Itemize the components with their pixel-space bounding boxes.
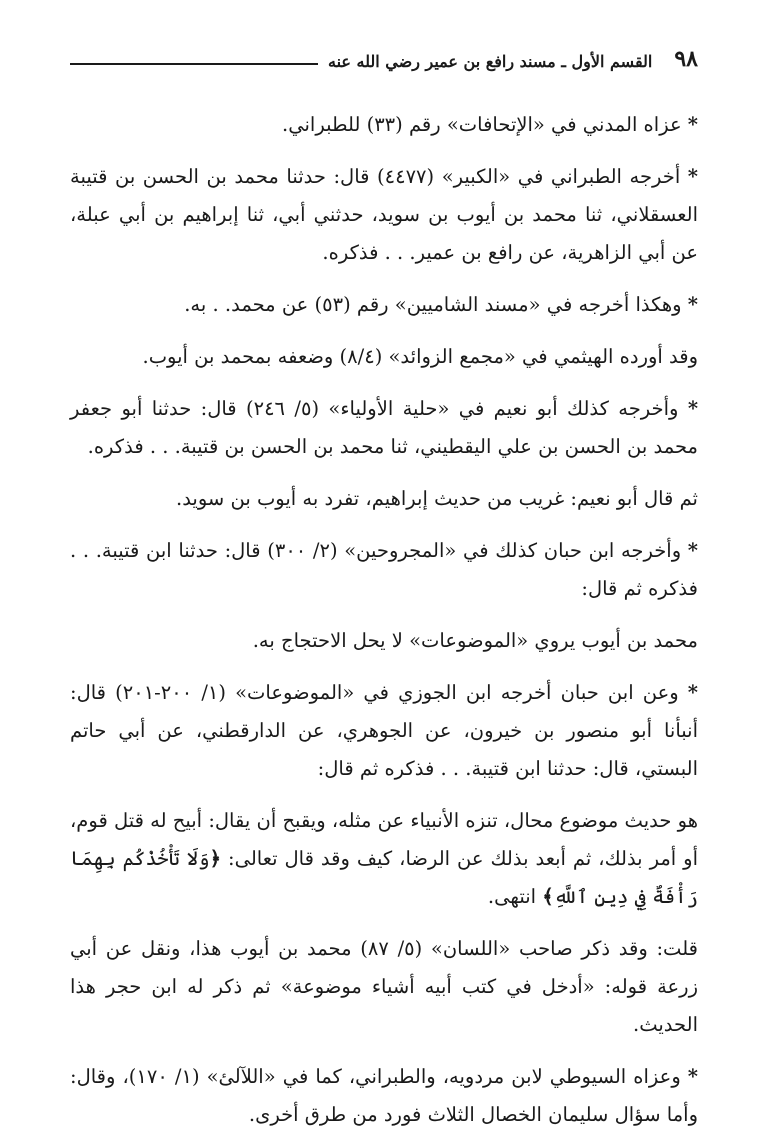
paragraph-2: [70, 158, 698, 272]
star-bullet: *: [687, 397, 699, 420]
paragraph-5: [70, 390, 698, 466]
paragraph-7: [70, 532, 698, 608]
paragraph-text: ثم قال أبو نعيم: غريب من حديث إبراهيم، تفرد به أيوب بن سويد.: [176, 487, 698, 510]
paragraph-8: [70, 622, 698, 660]
page-number: ٩٨: [674, 46, 698, 72]
quote-end: انتهى.: [487, 885, 537, 908]
ayah-close-bracket: ﴾: [542, 885, 554, 908]
page-header: [70, 46, 698, 84]
paragraph-text: وأخرجه كذلك أبو نعيم في «حلية الأولياء» (٥/ ٢٤٦) قال: حدثنا أبو جعفر محمد بن الحسن بن علي اليقطيني، ثنا محمد بن الحسن بن قتيبة. . . فذكره.: [70, 397, 698, 458]
page-body: [70, 106, 698, 1134]
ayah-open-bracket: ﴿: [209, 847, 222, 870]
quoted-passage: [70, 802, 698, 916]
paragraph-3: [70, 286, 698, 324]
paragraph-11: [70, 1058, 698, 1134]
paragraph-text: أخرجه الطبراني في «الكبير» (٤٤٧٧) قال: حدثنا محمد بن الحسن بن قتيبة العسقلاني، ثنا محمد بن أيوب بن سويد، حدثني أبي، ثنا إبراهيم بن أبي عبلة، عن أبي الزاهرية، عن رافع بن عمير. . . فذكره.: [70, 165, 698, 264]
running-head: [70, 52, 652, 72]
star-bullet: *: [687, 1065, 698, 1088]
paragraph-text: عزاه المدني في «الإتحافات» رقم (٣٣) للطبراني.: [282, 113, 682, 136]
star-bullet: *: [687, 165, 698, 188]
paragraph-1: [70, 106, 698, 144]
header-rule: [70, 63, 318, 65]
paragraph-text: وأخرجه ابن حبان كذلك في «المجروحين» (٢/ ٣٠٠) قال: حدثنا ابن قتيبة. . . فذكره ثم قال:: [70, 539, 698, 600]
paragraph-6: [70, 480, 698, 518]
paragraph-9: [70, 674, 698, 788]
running-title: القسم الأول ـ مسند رافع بن عمير رضي الله عنه: [327, 52, 653, 71]
paragraph-text: وقد أورده الهيثمي في «مجمع الزوائد» (٨/٤) وضعفه بمحمد بن أيوب.: [142, 345, 698, 368]
star-bullet: *: [687, 539, 698, 562]
paragraph-4: [70, 338, 698, 376]
paragraph-text: وعزاه السيوطي لابن مردويه، والطبراني، كما في «اللآلئ» (١/ ١٧٠)، وقال: وأما سؤال سليمان الخصال الثلاث فورد من طرق أخرى.: [70, 1065, 698, 1126]
paragraph-text: قلت: وقد ذكر صاحب «اللسان» (٥/ ٨٧) محمد بن أيوب هذا، ونقل عن أبي زرعة قوله: «أدخل في كتب أبيه أشياء موضوعة» ثم ذكر له ابن حجر هذا الحديث.: [70, 937, 698, 1036]
paragraph-10: [70, 930, 698, 1044]
quran-ayah: وَلَا تَأْخُذْكُم بِهِمَا رَأْفَةٌ فِي دِينِ ٱللَّهِ: [70, 847, 698, 908]
star-bullet: *: [687, 293, 698, 316]
star-bullet: *: [687, 113, 698, 136]
paragraph-text: محمد بن أيوب يروي «الموضوعات» لا يحل الاحتجاج به.: [252, 629, 698, 652]
quote-text: هو حديث موضوع محال، تنزه الأنبياء عن مثله، ويقبح أن يقال: أبيح له قتل قوم، أو أمر بذلك، ثم أبعد بذلك عن الرضا، كيف وقد قال تعالى:: [70, 809, 698, 870]
paragraph-text: وهكذا أخرجه في «مسند الشاميين» رقم (٥٣) عن محمد. . به.: [184, 293, 682, 316]
paragraph-text: وعن ابن حبان أخرجه ابن الجوزي في «الموضوعات» (١/ ٢٠٠-٢٠١) قال: أنبأنا أبو منصور بن خيرون، عن الجوهري، عن الدارقطني، عن أبي حاتم البستي، قال: حدثنا ابن قتيبة. . . فذكره ثم قال:: [70, 681, 698, 780]
star-bullet: *: [687, 681, 698, 704]
